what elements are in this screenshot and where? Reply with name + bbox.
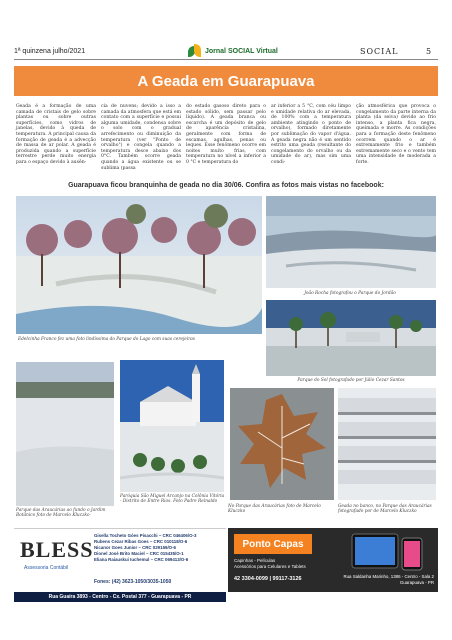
caption-folha: No Parque das Araucárias foto de Marcelo Kluczko (228, 504, 321, 514)
article-column-1: Geada é a formação de uma camada de cristais de gelo sobre plantas ou sobre outras superfícies, como vidros de janelas, devido à queda de temperatura. A principal causa da formação de geada é a advecção de massa de ar polar. A geada é produzida quando a superfície terrestre perde muito energia para o espaço devido à ausên- (16, 104, 96, 165)
leaf-logo-icon (188, 44, 202, 58)
ponto-brand: Ponto Capas (242, 538, 304, 550)
ponto-address: Rua Saldanha Marinho, 1386 - Centro - Sala 2 (343, 574, 434, 579)
bless-contact-line: Dionel José Brito Maciel – CRC 015435/O-1 (94, 551, 184, 556)
phone-tablet-icon (348, 532, 432, 572)
ponto-brand-box (234, 534, 312, 554)
photo-folha-geada (230, 388, 334, 500)
photo-parque-araucarias (16, 362, 114, 506)
photo-banco-geada (338, 388, 436, 500)
bless-contact-line: Rubens Cezar Ribas Goes – CRC 010118/O-6 (94, 539, 188, 544)
bless-contact-line: Nicanor Goes Junior – CRC 029159/O-6 (94, 545, 176, 550)
caption-araucarias: Parque das Araucárias ao fundo o Jardim Botânico foto de Marcelo Kluczko (16, 508, 106, 518)
caption-paroquia: Paróquia São Miguel Arcanjo na Colônia Vitória - Distrito de Entre Rios. Foto Padre Reinaldo (120, 494, 225, 504)
bless-brand: BLESS (20, 537, 94, 562)
page-number: 5 (426, 47, 432, 56)
logo-text: Jornal SOCIAL Virtual (205, 47, 278, 55)
article-title: A Geada em Guarapuava (137, 72, 315, 90)
newspaper-logo (188, 44, 278, 58)
section-name: SOCIAL (360, 47, 399, 56)
photo-paroquia-sao-miguel (120, 360, 224, 492)
bless-address-bar (14, 592, 226, 602)
ponto-phones: 42 3304-0099 | 99117-3126 (234, 576, 302, 582)
ponto-services: Capinhas - Películas (234, 558, 276, 563)
caption-edelcinha: Edelcinha Franco fez uma foto lindíssima do Parque do Lago com suas cerejeiras (18, 337, 196, 342)
bless-address: Rua Guaíra 3893 - Centro - Cx. Postal 377 - Guarapuava - PR (48, 594, 192, 600)
bless-phones: Fones: (42) 3623-1050/3035-1050 (94, 579, 172, 585)
article-column-4: ar inferior a 5 °C, com céu limpo e umidade relativa do ar elevada, de 100% com a temperatura ambiente atingindo o ponto de orvalho), formado diretamente por sublimação do vapor d'água. A geada negra não é um sentido estrito uma geada (resultante do congelamento do orvalho ou da umidade do ar), mas sim uma condi- (271, 104, 351, 165)
photo-parque-do-sol (266, 300, 436, 376)
photo-parque-do-lago (16, 196, 262, 334)
ponto-city: Guarapuava - PR (399, 579, 434, 585)
caption-banco: Geada no banco, no Parque das Araucárias fotografado por de Marcelo Kluczko (338, 504, 432, 514)
ponto-services-2: Acessórios para Celulares e Tablets (234, 564, 306, 569)
bless-tagline: Assessoria Contábil (24, 565, 69, 571)
article-column-5: ção atmosférica que provoca o congelamento da parte interna da planta (da seiva) devido ao frio intenso, a planta fica negra, queimada e morre. As condições para a formação deste fenômeno ocorrem quando o ar é extremamente frio e também extremamente seco e o vento tem uma intensidade de moderada a forte. (356, 104, 436, 165)
article-column-3: do estado gasoso direto para o estado sólido, sem passar pelo líquido). A geada branca ou escarcha é um depósito de gelo de aparência cristalina, geralmente com forma de escamas, agulhas, penas ou leques. Esse fenômeno ocorre em noites muito frias, com temperatura no nível a inferior a 0 °C e temperatura do (186, 104, 266, 165)
ad-ponto-capas[interactable] (228, 528, 438, 592)
ad-bless[interactable] (14, 528, 226, 592)
bless-contacts (94, 533, 222, 563)
article-column-2: cia de nuvens; devido a isso a camada da atmosfera que está em contato com a superfície e possui alguma umidade, condensa sobre o solo com o gradual arrefecimento ou diminuição da temperatura (ver "Ponto de orvalho") e congela quando a temperatura desce abaixo dos 0°C. Também ocorre geada quando a água existente ou se sublima (passa (101, 104, 181, 171)
header-divider (14, 59, 438, 60)
bless-contact-line: Gisella Tocheto Góes Pisacchi – CRC 046406/O-3 (94, 533, 197, 538)
photo-parque-do-jordao (266, 196, 436, 288)
ponto-address-block (324, 574, 434, 585)
issue-date: 1ª quinzena julho/2021 (14, 48, 86, 55)
caption-parque-sol: Parque do Sol fotografado por Júlio Cezar Santos (297, 378, 405, 383)
bless-contact-line: Eliana Raiauskui Iuchemul – CRC 069413/O-6 (94, 557, 189, 562)
photo-gallery-subhead: Guarapuava ficou branquinha de geada no dia 30/06. Confira as fotos mais vistas no facebook: (68, 182, 384, 189)
article-title-banner (14, 66, 438, 96)
caption-joao: João Rocha fotografou o Parque do Jordão (304, 291, 396, 296)
